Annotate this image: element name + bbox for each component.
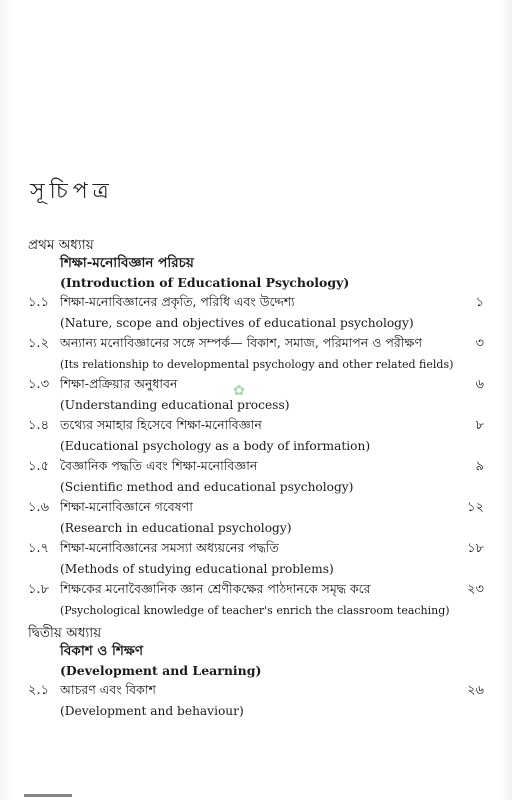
entry-title-en: (Nature, scope and objectives of educational psychology) [60, 316, 414, 330]
entry-page-number: ২৬ [467, 683, 484, 698]
entry-title-bn: বৈজ্ঞানিক পদ্ধতি এবং শিক্ষা-মনোবিজ্ঞান [60, 458, 258, 473]
entry-title-bn: শিক্ষা-মনোবিজ্ঞানের সমস্যা অধ্যয়নের পদ্ধতি [60, 540, 279, 555]
chapter-title-en: (Introduction of Educational Psychology) [60, 275, 350, 290]
entry-page-number: ৯ [475, 459, 484, 474]
page-edge-mark [24, 794, 72, 797]
entry-number: ১.১ [28, 295, 50, 310]
entry-page-number: ১৮ [467, 541, 484, 556]
entry-title-bn: শিক্ষা-মনোবিজ্ঞানে গবেষণা [60, 499, 193, 514]
chapter-label: প্রথম অধ্যায় [28, 237, 94, 253]
entry-title-en: (Understanding educational process) [60, 398, 290, 412]
chapter-title-bn: শিক্ষা-মনোবিজ্ঞান পরিচয় [60, 255, 194, 271]
entry-page-number: ২৩ [467, 582, 484, 597]
entry-number: ১.৩ [28, 377, 50, 392]
toc-entry[interactable] [28, 416, 484, 457]
chapter-1 [28, 236, 484, 621]
chapter-title-bn: বিকাশ ও শিক্ষণ [60, 643, 144, 659]
entry-title-en: (Scientific method and educational psychology) [60, 480, 354, 494]
entry-number: ১.৪ [28, 418, 50, 433]
toc-entry[interactable] [28, 498, 484, 539]
entry-number: ১.২ [28, 336, 50, 351]
entry-title-en: (Psychological knowledge of teacher's enrich the classroom teaching) [60, 604, 450, 617]
entry-title-en: (Its relationship to developmental psychology and other related fields) [60, 358, 454, 371]
chapter-label: দ্বিতীয় অধ্যায় [28, 625, 102, 641]
entry-title-bn: শিক্ষা-মনোবিজ্ঞানের প্রকৃতি, পরিধি এবং উদ্দেশ্য [60, 294, 295, 309]
toc-entry[interactable] [28, 334, 484, 375]
entry-page-number: ৩ [475, 336, 484, 351]
entry-number: ১.৮ [28, 582, 50, 597]
entry-title-en: (Research in educational psychology) [60, 521, 292, 535]
entry-page-number: ১ [475, 295, 484, 310]
toc-entry[interactable] [28, 580, 484, 621]
entry-page-number: ৬ [475, 377, 484, 392]
entry-title-en: (Methods of studying educational problems) [60, 562, 334, 576]
toc-entry[interactable] [28, 375, 484, 416]
entry-title-bn: অন্যান্য মনোবিজ্ঞানের সঙ্গে সম্পর্ক— বিকাশ, সমাজ, পরিমাপন ও পরীক্ষণ [60, 335, 423, 350]
entry-number: ১.৬ [28, 500, 50, 515]
entry-page-number: ৮ [475, 418, 484, 433]
entry-title-en: (Educational psychology as a body of information) [60, 439, 371, 453]
watermark-stamp-icon: ✿ [233, 383, 245, 399]
entry-title-bn: আচরণ এবং বিকাশ [60, 682, 156, 697]
toc-entry[interactable] [28, 293, 484, 334]
entry-number: ১.৫ [28, 459, 50, 474]
entry-number: ২.১ [28, 683, 50, 698]
entry-title-bn: তথ্যের সমাহার হিসেবে শিক্ষা-মনোবিজ্ঞান [60, 417, 262, 432]
entry-title-bn: শিক্ষা-প্রক্রিয়ার অনুধাবন [60, 376, 178, 391]
toc-entry[interactable] [28, 681, 484, 722]
entry-page-number: ১২ [467, 500, 484, 515]
page-title: সূচিপত্র [30, 179, 114, 204]
chapter-title-en: (Development and Learning) [60, 663, 262, 678]
toc-entry[interactable] [28, 457, 484, 498]
entry-number: ১.৭ [28, 541, 50, 556]
chapter-2 [28, 624, 484, 722]
entry-title-bn: শিক্ষকের মনোবৈজ্ঞানিক জ্ঞান শ্রেণীকক্ষের পাঠদানকে সমৃদ্ধ করে [60, 581, 371, 596]
toc-entry[interactable] [28, 539, 484, 580]
entry-title-en: (Development and behaviour) [60, 704, 244, 718]
